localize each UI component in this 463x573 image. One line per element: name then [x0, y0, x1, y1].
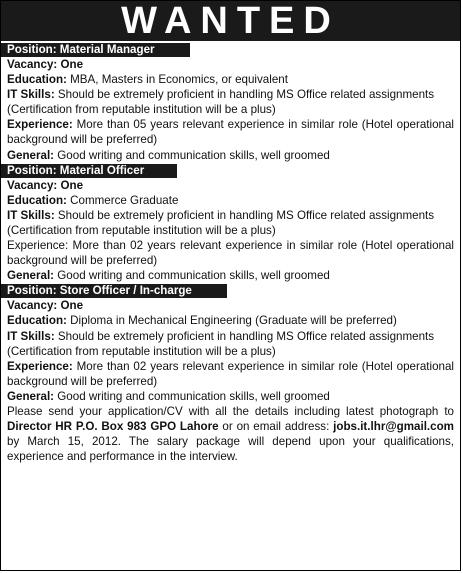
wanted-banner: WANTED: [1, 1, 460, 41]
it-skills-line: IT Skills: Should be extremely proficient in handling MS Office related assignments: [7, 329, 435, 343]
education-line: Education: Diploma in Mechanical Engineering (Graduate will be preferred): [7, 314, 397, 328]
vacancy-line: Vacancy: One: [7, 178, 84, 192]
heading-bar-end: [177, 164, 460, 178]
position-heading-material-manager: [1, 43, 460, 57]
position-heading-store-officer: [1, 284, 460, 298]
experience-line: Experience: More than 02 years relevant experience in similar role (Hotel operational background will be preferred): [7, 239, 454, 268]
education-line: Education: Commerce Graduate: [7, 193, 179, 207]
heading-bar-end: [190, 43, 460, 57]
education-line: Education: MBA, Masters in Economics, or equivalent: [7, 73, 288, 87]
vacancy-line: Vacancy: One: [7, 58, 84, 71]
position-heading-text: Position: Material Officer: [7, 163, 145, 177]
vacancy-line: Vacancy: One: [7, 299, 84, 313]
general-line: General: Good writing and communication skills, well groomed: [7, 389, 330, 403]
general-line: General: Good writing and communication skills, well groomed: [7, 269, 330, 283]
position-heading-text: Position: Material Manager: [7, 43, 155, 56]
experience-line: Experience: More than 05 years relevant experience in similar role (Hotel operational background will be preferred): [7, 118, 454, 147]
certification-line: (Certification from reputable institution will be a plus): [7, 223, 276, 237]
certification-line: (Certification from reputable institution will be a plus): [7, 103, 276, 117]
postal-address: Director HR P.O. Box 983 GPO Lahore: [7, 420, 219, 434]
it-skills-line: IT Skills: Should be extremely proficient in handling MS Office related assignments: [7, 88, 435, 102]
certification-line: (Certification from reputable institution will be a plus): [7, 344, 276, 358]
email-address[interactable]: jobs.it.lhr@gmail.com: [333, 420, 454, 434]
application-instructions: Please send your application/CV with all the details including latest photograph to Director HR P.O. Box 983 GPO Lahore or on email address: jobs.it.lhr@gmail.com by March 15, 2012. The salary package will depend upon your qualifications, experience and performance in the interview.: [7, 404, 454, 464]
ad-content: [1, 41, 460, 464]
general-line: General: Good writing and communication skills, well groomed: [7, 148, 330, 162]
heading-bar-end: [227, 284, 460, 298]
position-heading-text: Position: Store Officer / In-charge: [7, 284, 192, 298]
position-heading-material-officer: [1, 164, 460, 178]
it-skills-line: IT Skills: Should be extremely proficient in handling MS Office related assignments: [7, 208, 435, 222]
experience-line: Experience: More than 02 years relevant experience in similar role (Hotel operational background will be preferred): [7, 359, 454, 388]
